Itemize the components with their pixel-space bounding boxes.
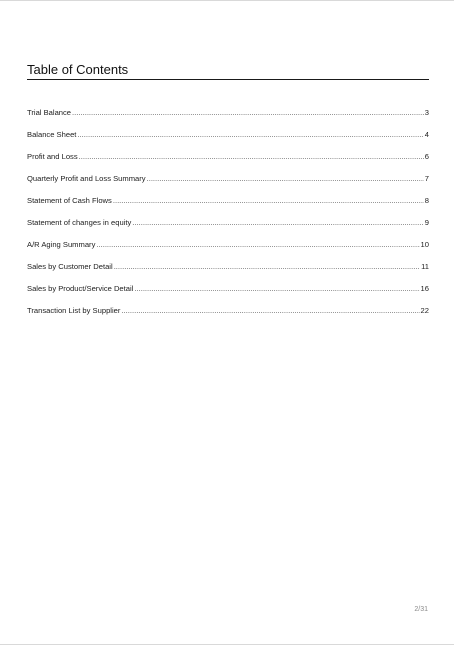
- toc-entry-label: Quarterly Profit and Loss Summary: [27, 174, 146, 183]
- toc-entry-page: 4: [424, 130, 429, 139]
- toc-entry-page: 22: [420, 306, 429, 315]
- dot-leader: [132, 218, 423, 228]
- toc-entry-label: Profit and Loss: [27, 152, 78, 161]
- toc-entry-label: Balance Sheet: [27, 130, 77, 139]
- toc-entry-page: 8: [424, 196, 429, 205]
- dot-leader: [113, 196, 424, 206]
- dot-leader: [77, 130, 423, 140]
- toc-entry-quarterly-profit-and-loss-summary[interactable]: [27, 174, 429, 196]
- toc-entry-sales-by-customer-detail[interactable]: [27, 262, 429, 284]
- dot-leader: [79, 152, 424, 162]
- toc-entry-balance-sheet[interactable]: [27, 130, 429, 152]
- toc-entry-label: Transaction List by Supplier: [27, 306, 121, 315]
- toc-title: Table of Contents: [27, 62, 429, 80]
- dot-leader: [114, 262, 420, 272]
- toc-entry-trial-balance[interactable]: [27, 108, 429, 130]
- toc-entry-page: 10: [420, 240, 429, 249]
- toc-entry-label: Trial Balance: [27, 108, 72, 117]
- dot-leader: [121, 306, 419, 316]
- toc-entry-page: 7: [424, 174, 429, 183]
- toc-entry-sales-by-product-service-detail[interactable]: [27, 284, 429, 306]
- toc-entry-page: 6: [424, 152, 429, 161]
- toc-entry-profit-and-loss[interactable]: [27, 152, 429, 174]
- dot-leader: [147, 174, 424, 184]
- dot-leader: [72, 108, 424, 118]
- toc-entry-label: Sales by Customer Detail: [27, 262, 113, 271]
- toc-entry-statement-of-changes-in-equity[interactable]: [27, 218, 429, 240]
- toc-entry-page: 16: [420, 284, 429, 293]
- toc-entry-statement-of-cash-flows[interactable]: [27, 196, 429, 218]
- toc-entry-ar-aging-summary[interactable]: [27, 240, 429, 262]
- toc-entry-label: Statement of changes in equity: [27, 218, 132, 227]
- toc-list: [27, 108, 429, 328]
- dot-leader: [134, 284, 419, 294]
- dot-leader: [96, 240, 419, 250]
- toc-entry-page: 9: [424, 218, 429, 227]
- toc-entry-page: 3: [424, 108, 429, 117]
- toc-entry-label: Sales by Product/Service Detail: [27, 284, 134, 293]
- toc-entry-transaction-list-by-supplier[interactable]: [27, 306, 429, 328]
- page-indicator: 2/31: [414, 606, 428, 613]
- toc-entry-page: 11: [421, 262, 429, 271]
- toc-entry-label: Statement of Cash Flows: [27, 196, 112, 205]
- toc-entry-label: A/R Aging Summary: [27, 240, 96, 249]
